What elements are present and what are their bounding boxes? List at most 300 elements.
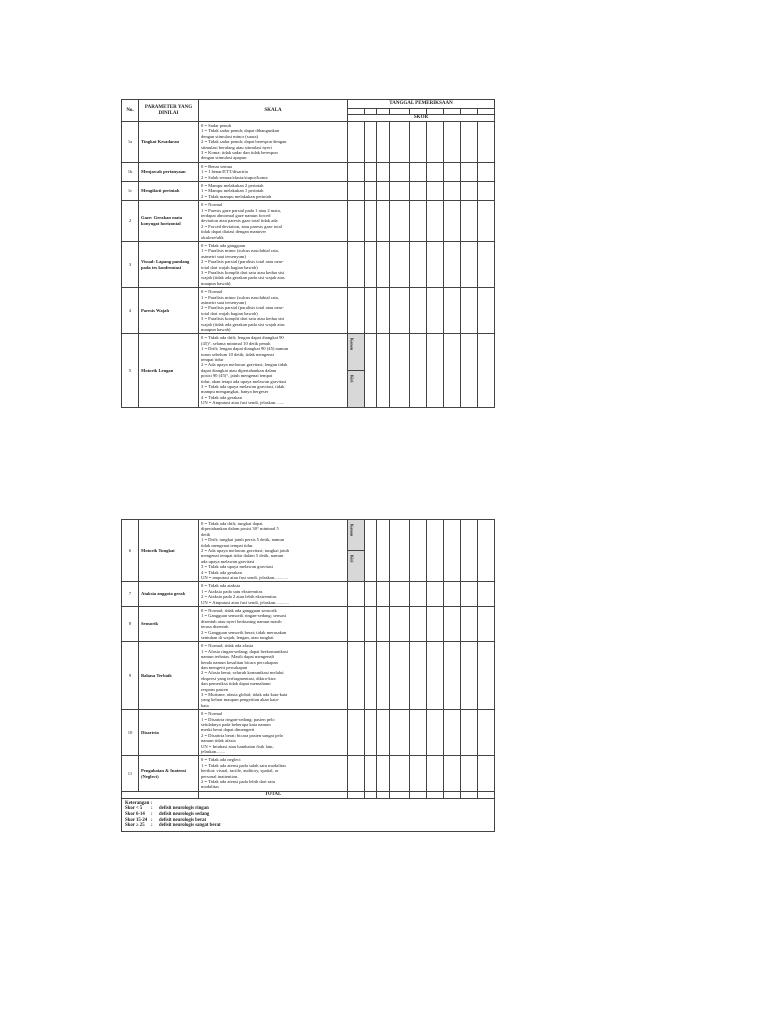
score-legend (122, 799, 495, 832)
score-cell[interactable] (410, 710, 427, 756)
legend-range: Skor 6-14 (125, 811, 145, 817)
score-cell[interactable] (478, 163, 495, 182)
scale-line: 2 = Tidak mampu melakukan perintah (201, 193, 272, 199)
score-cell[interactable] (427, 122, 444, 163)
scale-line: turun sebelum 10 detik; tidak mengenai (201, 351, 274, 357)
item-number: 1c (122, 182, 139, 201)
score-cell[interactable] (410, 288, 427, 334)
table-row (122, 201, 495, 242)
scale-description (199, 163, 348, 182)
score-cell[interactable] (410, 182, 427, 201)
scale-line: maupun bawah) (201, 280, 231, 286)
scale-line: terasa disentuh (201, 624, 229, 630)
scale-line: 0 = Normal (201, 711, 223, 717)
scale-line: 2 = Tidak ada atensi pada lebih dari satu (201, 778, 276, 784)
scale-line: stimulasi berulang atau stimulasi nyeri (201, 144, 272, 150)
score-cell[interactable] (461, 520, 478, 582)
score-cell[interactable] (410, 334, 427, 407)
scale-line: meski berat dapat dimengerti (201, 727, 255, 733)
score-cell[interactable] (478, 642, 495, 710)
score-cell[interactable] (390, 607, 410, 642)
score-cell[interactable] (478, 122, 495, 163)
score-cell[interactable] (478, 288, 495, 334)
parameter-name: Tingkat Kesadaran (139, 122, 199, 163)
table-row (122, 520, 495, 582)
score-cell[interactable] (444, 710, 461, 756)
legend-colon: : (151, 823, 153, 829)
legend-meaning: defisit neurologis sedang (159, 811, 210, 817)
score-cell[interactable] (427, 756, 444, 791)
side-label-right: Kanan (349, 524, 355, 537)
side-column (348, 334, 365, 407)
score-cell[interactable] (444, 242, 461, 288)
total-score-cell[interactable] (410, 792, 427, 799)
scale-line: ada upaya melawan gravitasi (201, 558, 255, 564)
parameter-name: Menjawab pertanyaan (139, 163, 199, 182)
scale-description (199, 756, 348, 791)
scale-line: UN = amputasi atau fusi sendi, jelaskan............ (201, 575, 288, 581)
score-cell[interactable] (410, 582, 427, 607)
score-cell[interactable] (377, 288, 390, 334)
score-cell[interactable] (390, 242, 410, 288)
scale-line: 2 = Gangguan sensorik berat; tidak merasakan (201, 629, 287, 635)
score-cell[interactable] (427, 607, 444, 642)
score-cell[interactable] (478, 334, 495, 407)
scale-line: tidak dapat diatasi dengan manuver (201, 229, 267, 235)
scale-line: ekspresi yang terfragmentasi, dikira-kira (201, 675, 276, 681)
score-cell[interactable] (348, 642, 365, 710)
score-cell[interactable] (444, 201, 461, 242)
score-cell[interactable] (377, 182, 390, 201)
total-score-cell[interactable] (427, 792, 444, 799)
item-number: 7 (122, 582, 139, 607)
score-cell[interactable] (348, 288, 365, 334)
item-number: 5 (122, 334, 139, 407)
scale-line: total dari wajah bagian bawah) (201, 310, 258, 316)
scale-line: personal inattention. (201, 773, 239, 779)
score-cell[interactable] (390, 334, 410, 407)
scale-line: 2 = Ataksia pada 2 atau lebih ekstremitas (201, 594, 277, 600)
score-cell[interactable] (365, 163, 377, 182)
scale-line: 2 = Paralisis parsial (paralisis total atau near- (201, 305, 284, 311)
parameter-name: Pengabaian & Inatensi (Neglect) (139, 756, 199, 791)
scale-line: dipertahankan dalam posisi 30° minimal 5 (201, 526, 279, 532)
score-cell[interactable] (365, 242, 377, 288)
side-right (348, 334, 364, 371)
scale-line: 0 = Tidak ada drift; tungkai dapat (201, 521, 263, 526)
score-cell[interactable] (348, 182, 365, 201)
score-cell[interactable] (461, 756, 478, 791)
score-cell[interactable] (461, 642, 478, 710)
parameter-name: Visual: Lapang pandang pada tes konfrontasi (139, 242, 199, 288)
score-cell[interactable] (365, 756, 377, 791)
score-cell[interactable] (348, 242, 365, 288)
scale-line: setidaknya pada beberapa kata namun (201, 721, 271, 727)
score-cell[interactable] (365, 607, 377, 642)
scale-line: 2 = Ada upaya melawan gravitasi; lengan tidak (201, 362, 288, 368)
score-cell[interactable] (444, 182, 461, 201)
scale-line: 1 = Afasia ringan-sedang; dapat berkomunikasi (201, 648, 288, 654)
scale-line: 2 = Disartria berat; bicara pasien sangat pelo (201, 732, 284, 738)
scale-line: 3 = Tidak ada upaya melawan gravitasi, tidak (201, 384, 285, 389)
scale-line: benda namun kesulitan bicara percakapan (201, 659, 278, 665)
scale-line: 3 = Koma; tidak sadar dan tidak berespon (201, 150, 278, 156)
scale-line: 0 = Normal; tidak ada gangguan sensorik (201, 607, 277, 613)
scale-line: 1 = Tidak sadar penuh; dapat dibangunkan (201, 128, 280, 134)
header-skala: SKALA (199, 100, 348, 122)
total-score-cell[interactable] (365, 792, 377, 799)
score-cell[interactable] (427, 201, 444, 242)
item-number: 3 (122, 242, 139, 288)
score-cell[interactable] (444, 163, 461, 182)
score-cell[interactable] (427, 242, 444, 288)
scale-description (199, 334, 348, 407)
score-cell[interactable] (377, 642, 390, 710)
score-cell[interactable] (348, 122, 365, 163)
parameter-name: Sensorik (139, 607, 199, 642)
side-left (348, 551, 364, 581)
scale-line: 3 = Mutisme, afasia global; tidak ada kata-kata (201, 692, 288, 698)
score-cell[interactable] (427, 182, 444, 201)
scale-line: 0 = Tidak ada neglect (201, 757, 241, 763)
total-score-cell[interactable] (478, 792, 495, 799)
score-cell[interactable] (377, 607, 390, 642)
score-cell[interactable] (410, 242, 427, 288)
score-cell[interactable] (410, 756, 427, 791)
scale-line: 1 = Drift; tungkai jatuh persis 5 detik, namun (201, 537, 285, 543)
parameter-name: Disartria (139, 710, 199, 756)
scale-line: 3 = Tidak ada upaya melawan gravitasi (201, 564, 273, 570)
scale-line: asimetri saat tersenyum) (201, 299, 246, 305)
scale-line: 1 = Drift; lengan dapat diangkat 90 (45) namun (201, 346, 289, 352)
scale-line: respons pasien (201, 686, 228, 692)
score-cell[interactable] (427, 642, 444, 710)
score-cell[interactable] (427, 334, 444, 407)
table-row (122, 288, 495, 334)
legend-range: Skor ≥ 25 (125, 823, 145, 829)
total-score-cell[interactable] (444, 792, 461, 799)
header-parameter: PARAMETER YANG DINILAI (139, 100, 199, 122)
score-cell[interactable] (390, 163, 410, 182)
scale-line: 2 = Ada upaya melawan gravitasi; tungkai jatuh (201, 548, 289, 554)
scale-line: disentuh atau nyeri berkurang namun masih (201, 618, 282, 624)
score-cell[interactable] (478, 756, 495, 791)
score-cell[interactable] (348, 710, 365, 756)
score-cell[interactable] (348, 582, 365, 607)
stroke-scale-sheet-1 (121, 99, 495, 408)
legend-meaning: defisit neurologis berat (159, 817, 207, 823)
score-cell[interactable] (348, 607, 365, 642)
scale-line: jelaskan........ (201, 749, 226, 755)
scale-line: 0 = Tidak ada ataksia (201, 583, 241, 589)
parameter-name: Mengikuti perintah (139, 182, 199, 201)
score-cell[interactable] (478, 582, 495, 607)
scale-line: sentuhan di wajah, lengan, atau tungkai (201, 635, 274, 641)
legend-meaning: defisit neurologis ringan (159, 806, 209, 812)
score-cell[interactable] (377, 201, 390, 242)
parameter-name: Paresis Wajah (139, 288, 199, 334)
item-number: 1a (122, 122, 139, 163)
header-tanggal-pemeriksaan: TANGGAL PEMERIKSAAN (348, 100, 495, 109)
scale-line: deviation atau paresis gaze total tidak ada (201, 218, 278, 224)
parameter-name: Bahasa Terbaik (139, 642, 199, 710)
score-cell[interactable] (478, 242, 495, 288)
side-label-left: Kiri (349, 555, 355, 563)
score-cell[interactable] (377, 334, 390, 407)
scale-line: 1 = Ataksia pada satu ekstremitas (201, 588, 263, 594)
legend-row (125, 823, 491, 829)
scale-line: maupun bawah) (201, 327, 231, 332)
score-cell[interactable] (461, 607, 478, 642)
side-column (348, 520, 365, 582)
scale-line: 2 = Salah semua/afasia/stupor/koma (201, 174, 268, 180)
score-cell[interactable] (390, 710, 410, 756)
scale-line: 0 = Tidak ada drift; lengan dapat diangkat 90 (201, 335, 284, 341)
table-row (122, 756, 495, 791)
score-cell[interactable] (427, 163, 444, 182)
scale-line: yang keluar maupun pengertian akan kata- (201, 697, 280, 703)
scale-line: tidak mengenai tempat tidur (201, 542, 253, 548)
parameter-name: Motorik Lengan (139, 334, 199, 407)
header-no: No. (122, 100, 139, 122)
table-row (122, 582, 495, 607)
scale-line: 3 = Paralisis komplit dari satu atau kedua sisi (201, 316, 285, 322)
table-row (122, 334, 495, 407)
item-number: 6 (122, 520, 139, 582)
item-number: 4 (122, 288, 139, 334)
scale-description (199, 201, 348, 242)
score-cell[interactable] (365, 288, 377, 334)
legend-range: Skor 15-24 (125, 817, 148, 823)
table-row (122, 122, 495, 163)
score-cell[interactable] (444, 756, 461, 791)
score-cell[interactable] (478, 520, 495, 582)
scale-line: modalitas (201, 784, 219, 790)
scale-line: 2 = Afasia berat; seluruh komunikasi melalui (201, 670, 284, 676)
score-cell[interactable] (390, 756, 410, 791)
scale-line: 1 = Disartria ringan-sedang; pasien pelo (201, 716, 275, 722)
scale-line: 0 = Normal (201, 202, 223, 208)
side-left (348, 371, 364, 407)
score-cell[interactable] (365, 122, 377, 163)
scale-line: tempat tidur (201, 356, 224, 362)
scale-line: 0 = Mampu melakukan 2 perintah (201, 182, 264, 188)
score-cell[interactable] (461, 582, 478, 607)
score-cell[interactable] (444, 520, 461, 582)
scale-line: 1 = Paralisis minor (sulcus nasolabial rata, (201, 294, 279, 300)
score-cell[interactable] (444, 582, 461, 607)
scale-description (199, 520, 348, 582)
scale-line: 0 = Normal (201, 289, 223, 295)
score-cell[interactable] (377, 163, 390, 182)
scale-line: 1 = Mampu melakukan 1 perintah (201, 188, 264, 194)
score-cell[interactable] (377, 710, 390, 756)
score-cell[interactable] (365, 582, 377, 607)
item-number: 2 (122, 201, 139, 242)
score-cell[interactable] (478, 607, 495, 642)
scale-line: wajah (tidak ada gerakan pada sisi wajah atas (201, 321, 285, 327)
scale-line: 2 = Tidak sadar penuh; dapat berespon dengan (201, 139, 287, 145)
score-cell[interactable] (365, 520, 377, 582)
score-cell[interactable] (427, 520, 444, 582)
score-cell[interactable] (410, 163, 427, 182)
score-cell[interactable] (390, 182, 410, 201)
score-cell[interactable] (390, 122, 410, 163)
score-cell[interactable] (444, 642, 461, 710)
scale-description (199, 642, 348, 710)
score-cell[interactable] (365, 182, 377, 201)
scale-line: kata (201, 702, 209, 708)
score-cell[interactable] (461, 182, 478, 201)
score-cell[interactable] (427, 582, 444, 607)
score-cell[interactable] (444, 288, 461, 334)
score-cell[interactable] (410, 122, 427, 163)
scale-line: UN = Amputasi atau fusi sendi, jelaskan............ (201, 599, 289, 605)
score-cell[interactable] (365, 334, 377, 407)
score-cell[interactable] (461, 163, 478, 182)
parameter-name: Motorik Tungkai (139, 520, 199, 582)
score-cell[interactable] (390, 520, 410, 582)
scale-line: 1 = Gangguan sensorik ringan-sedang; sensasi (201, 613, 287, 619)
score-cell[interactable] (365, 710, 377, 756)
score-cell[interactable] (444, 334, 461, 407)
score-cell[interactable] (377, 242, 390, 288)
legend-colon: : (151, 806, 153, 812)
table-row (122, 642, 495, 710)
scale-line: 4 = Tidak ada gerakan (201, 394, 242, 400)
scale-line: tidur, akan tetapi ada upaya melawan gravitasi (201, 378, 287, 384)
score-cell[interactable] (410, 201, 427, 242)
legend-colon: : (151, 811, 153, 817)
scale-description (199, 122, 348, 163)
parameter-name: Ataksia anggota gerak (139, 582, 199, 607)
item-number: 10 (122, 710, 139, 756)
scale-line: UN = Intubasi atau hambatan fisik lain, (201, 743, 274, 749)
scale-line: dapat diangkat atau dipertahankan dalam (201, 367, 277, 373)
score-cell[interactable] (365, 642, 377, 710)
scale-line: dan mengerti percakapan (201, 665, 248, 670)
legend-colon: : (151, 817, 153, 823)
total-score-cell[interactable] (390, 792, 410, 799)
score-cell[interactable] (365, 201, 377, 242)
scale-line: 4 = Tidak ada gerakan (201, 569, 242, 575)
scale-line: dan pemeriksa tidak dapat memahami (201, 681, 271, 687)
scale-line: wajah (tidak ada gerakan pada sisi wajah atas (201, 275, 285, 281)
scale-line: 3 = Paralisis komplit dari satu atau kedua sisi (201, 270, 285, 275)
scale-description (199, 607, 348, 642)
scale-line: 1 = Tidak ada atensi pada salah satu modalitas (201, 762, 287, 768)
score-cell[interactable] (348, 163, 365, 182)
table-row (122, 607, 495, 642)
item-number: 9 (122, 642, 139, 710)
scale-line: 1 = 1 benar/ETT/disartria (201, 169, 248, 175)
scale-line: namun tidak afasia (201, 738, 236, 744)
score-cell[interactable] (461, 122, 478, 163)
score-cell[interactable] (410, 607, 427, 642)
table-row (122, 710, 495, 756)
scale-line: 0 = Normal; tidak ada afasia (201, 643, 254, 649)
score-cell[interactable] (390, 642, 410, 710)
scale-line: total dari wajah bagian bawah) (201, 264, 258, 270)
score-cell[interactable] (377, 520, 390, 582)
scale-line: mampu mengangkat, hanya bergeser (201, 389, 269, 395)
legend-meaning: defisit neurologis sangat berat (159, 823, 221, 829)
side-label-right: Kanan (349, 338, 355, 351)
score-cell[interactable] (390, 288, 410, 334)
scale-line: okulosefalik (201, 234, 224, 240)
score-cell[interactable] (461, 334, 478, 407)
score-cell[interactable] (427, 288, 444, 334)
score-cell[interactable] (478, 182, 495, 201)
scale-line: 0 = Tidak ada gangguan (201, 242, 246, 248)
total-score-cell[interactable] (348, 792, 365, 799)
total-row (122, 792, 495, 799)
scale-description (199, 710, 348, 756)
score-cell[interactable] (461, 288, 478, 334)
scale-line: dengan stimulasi minor (suara) (201, 133, 259, 139)
table-row (122, 163, 495, 182)
scale-line: posisi 90 (45)°, jatuh mengenai tempat (201, 373, 273, 379)
scale-line: (45)°, selama minimal 10 detik penuh (201, 340, 271, 346)
score-cell[interactable] (390, 582, 410, 607)
legend-range: Skor < 5 (125, 806, 143, 812)
scale-line: UN = Amputasi atau fusi sendi, jelaskan........ (201, 400, 285, 406)
score-cell[interactable] (478, 710, 495, 756)
scale-line: 0 = Benar semua (201, 163, 233, 169)
score-cell[interactable] (461, 710, 478, 756)
score-cell[interactable] (478, 201, 495, 242)
scale-line: berikut: visual, tactile, auditory, spatial, or (201, 768, 279, 774)
item-number: 1b (122, 163, 139, 182)
table-header (122, 100, 495, 122)
score-cell[interactable] (348, 756, 365, 791)
total-spacer (122, 792, 199, 799)
scale-line: 0 = Sadar penuh (201, 123, 232, 128)
scale-line: 2 = Paralisis parsial (paralisis total atau near- (201, 259, 284, 265)
score-cell[interactable] (390, 201, 410, 242)
side-label-left: Kiri (349, 374, 355, 383)
parameter-name: Gaze: Gerakan mata konyugat horizontal (139, 201, 199, 242)
score-cell[interactable] (461, 201, 478, 242)
total-label: TOTAL (199, 792, 348, 799)
score-cell[interactable] (348, 201, 365, 242)
scale-line: detik (201, 531, 211, 537)
scale-description (199, 582, 348, 607)
score-cell[interactable] (377, 582, 390, 607)
score-cell[interactable] (461, 242, 478, 288)
score-cell[interactable] (410, 642, 427, 710)
scale-description (199, 288, 348, 334)
side-right (348, 520, 364, 551)
header-skor: SKOR (348, 115, 495, 122)
score-cell[interactable] (377, 122, 390, 163)
total-score-cell[interactable] (461, 792, 478, 799)
scale-line: 1 = Paresis gaze parsial pada 1 atau 2 mata, (201, 207, 281, 213)
score-cell[interactable] (410, 520, 427, 582)
table-row (122, 242, 495, 288)
item-number: 8 (122, 607, 139, 642)
item-number: 11 (122, 756, 139, 791)
score-cell[interactable] (427, 710, 444, 756)
scale-line: 2 = Forced deviation, atau paresis gaze total (201, 223, 282, 229)
total-score-cell[interactable] (377, 792, 390, 799)
scale-line: namun terbatas. Masih dapat mengenali (201, 654, 275, 660)
stroke-scale-sheet-2 (121, 519, 495, 832)
scale-line: asimetri saat tersenyum) (201, 253, 246, 259)
score-cell[interactable] (444, 122, 461, 163)
score-cell[interactable] (377, 756, 390, 791)
score-cell[interactable] (444, 607, 461, 642)
